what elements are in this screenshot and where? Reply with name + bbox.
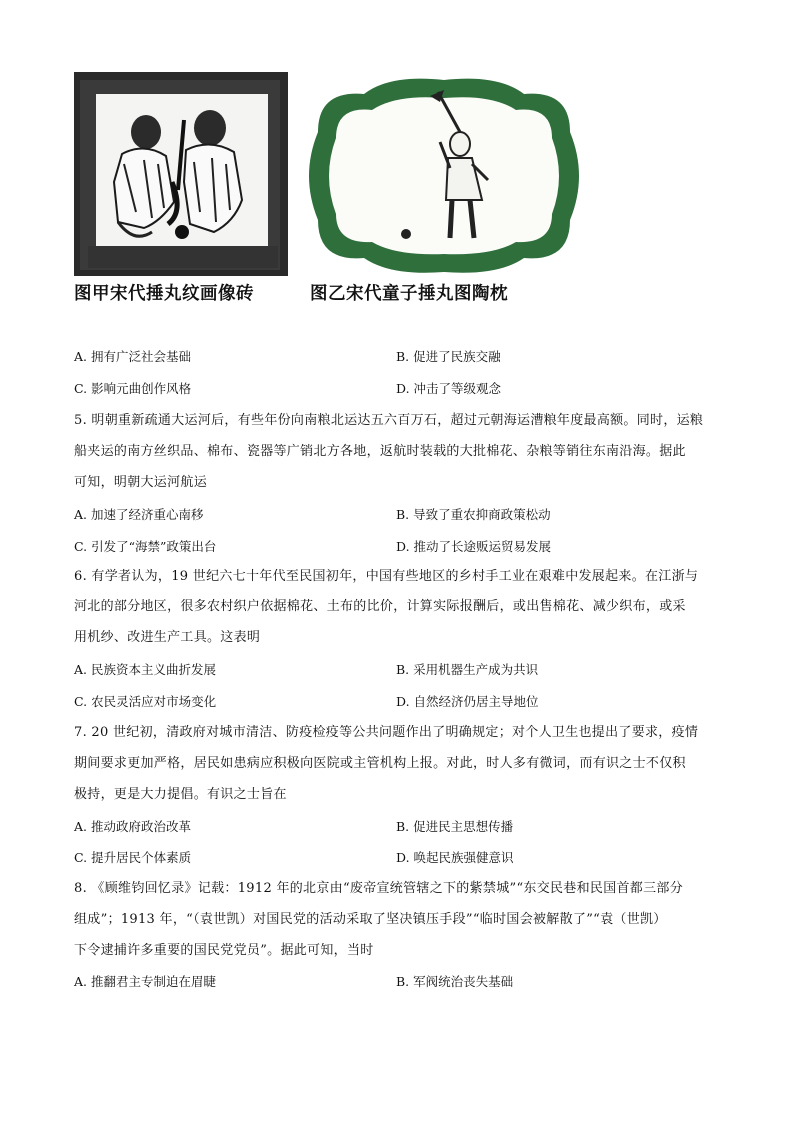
brick-relief-image (74, 72, 288, 276)
q8-option-b: B. 军阀统治丧失基础 (396, 974, 514, 989)
q4-option-a: A. 拥有广泛社会基础 (74, 349, 191, 364)
figure-row (72, 70, 592, 280)
q6-option-c: C. 农民灵活应对市场变化 (74, 694, 217, 709)
q8-text-line-2: 组成”；1913 年，“（袁世凯）对国民党的活动采取了坚决镇压手段”“临时国会被解散了”“袁（世凯） (74, 912, 667, 927)
figure-captions (74, 280, 594, 308)
q7-text-line-3: 极持，更是大力提倡。有识之士旨在 (74, 787, 287, 802)
q8-text-line-1: 8. 《顾维钧回忆录》记载：1912 年的北京由“废帝宣统管辖之下的紫禁城”“东交民巷和民国首都三部分 (74, 881, 683, 896)
q6-text-line-3: 用机纱、改进生产工具。这表明 (74, 630, 261, 645)
q8-option-a: A. 推翻君主专制迫在眉睫 (74, 974, 216, 989)
q7-option-b: B. 促进民主思想传播 (396, 819, 514, 834)
q6-text-line-2: 河北的部分地区，很多农村织户依据棉花、土布的比价，计算实际报酬后，或出售棉花、减少织布，或采 (74, 599, 686, 614)
q5-option-b: B. 导致了重农抑商政策松动 (396, 507, 551, 522)
q8-text-line-3: 下令逮捕许多重要的国民党党员”。据此可知，当时 (74, 943, 374, 958)
caption-figure-a: 图甲宋代捶丸纹画像砖 (74, 284, 254, 304)
q7-text-line-1: 7. 20 世纪初，清政府对城市清洁、防疫检疫等公共问题作出了明确规定；对个人卫生也提出了要求，疫情 (74, 725, 699, 740)
q4-option-b: B. 促进了民族交融 (396, 349, 501, 364)
q7-option-a: A. 推动政府政治改革 (74, 819, 191, 834)
q7-option-c: C. 提升居民个体素质 (74, 850, 192, 865)
q4-option-c: C. 影响元曲创作风格 (74, 381, 192, 396)
q5-option-c: C. 引发了“海禁”政策出台 (74, 539, 217, 554)
q6-option-a: A. 民族资本主义曲折发展 (74, 662, 216, 677)
q4-option-d: D. 冲击了等级观念 (396, 381, 502, 396)
q5-option-a: A. 加速了经济重心南移 (74, 507, 204, 522)
q6-option-b: B. 采用机器生产成为共识 (396, 662, 539, 677)
q7-option-d: D. 唤起民族强健意识 (396, 850, 514, 865)
q6-text-line-1: 6. 有学者认为，19 世纪六七十年代至民国初年，中国有些地区的乡村手工业在艰难中发展起来。在江浙与 (74, 569, 699, 584)
caption-figure-b: 图乙宋代童子捶丸图陶枕 (310, 284, 508, 304)
q5-text-line-2: 船夹运的南方丝织品、棉布、瓷器等广销北方各地，返航时装载的大批棉花、杂粮等销往东南沿海。据此 (74, 444, 686, 459)
pillow-painting-image (298, 72, 590, 278)
q5-text-line-1: 5. 明朝重新疏通大运河后，有些年份向南粮北运达五六百万石，超过元朝海运漕粮年度最高额。同时，运粮 (74, 413, 704, 428)
q7-text-line-2: 期间要求更加严格，居民如患病应积极向医院或主管机构上报。对此，时人多有微词，而有识之士不仅积 (74, 756, 686, 771)
q6-option-d: D. 自然经济仍居主导地位 (396, 694, 539, 709)
q5-option-d: D. 推动了长途贩运贸易发展 (396, 539, 552, 554)
q5-text-line-3: 可知，明朝大运河航运 (74, 475, 208, 490)
